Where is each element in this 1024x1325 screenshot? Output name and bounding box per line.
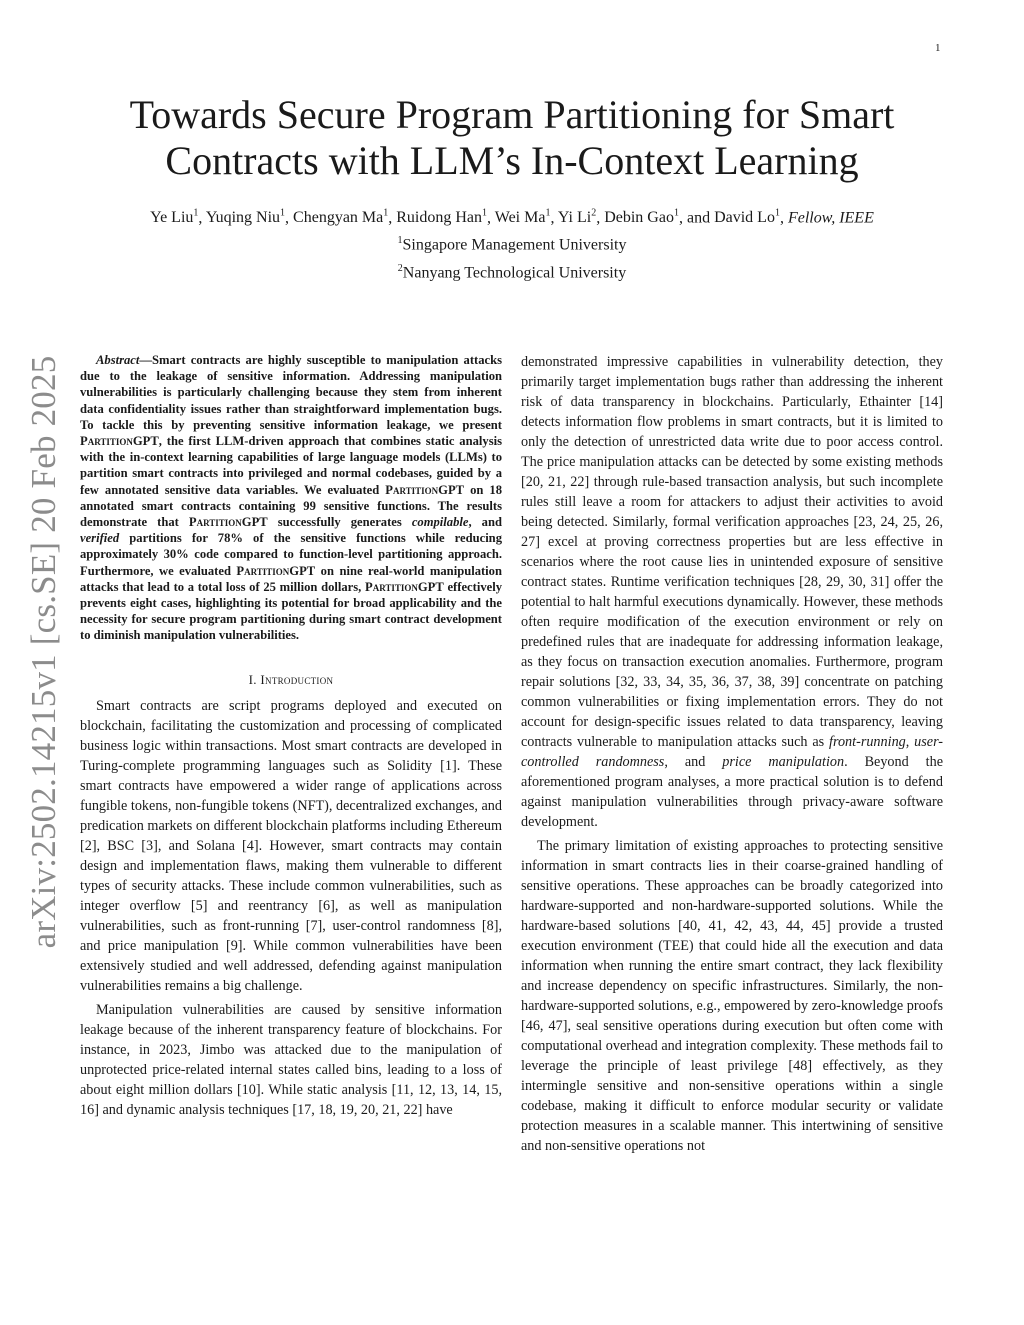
title-block [80, 92, 944, 284]
author: Ye Liu$^1$ [150, 208, 199, 227]
paragraph: Smart contracts are script programs deployed and executed on blockchain, facilitating the customization and processing of complicated business logic within transactions. Most smart contracts are developed in Turing-complete programming languages such as Solidity [1]. These smart contracts have empowered a wider range of applications across fungible tokens, non-fungible tokens (NFT), decentralized exchanges, and predication markets on different blockchain platforms including Ethereum [2], BSC [3], and Solana [4]. However, smart contracts may contain design and implementation flaws, making them vulnerable to different types of security attacks. These include common vulnerabilities, such as integer overflow [5] and reentrancy [6], as well as manipulation vulnerabilities, such as front-running [7], user-control randomness [8], and price manipulation [9]. While common vulnerabilities have been extensively studied and well addressed, defending against manipulation vulnerabilities remains a big challenge. [80, 697, 502, 994]
arxiv-identifier-stamp: arXiv:2502.14215v1 [cs.SE] 20 Feb 2025 [24, 355, 63, 949]
left-column [80, 352, 502, 1120]
author: Debin Gao$^1$ [604, 208, 679, 227]
author: David Lo$^1$ [714, 208, 780, 227]
author: Yuqing Niu$^1$ [205, 208, 286, 227]
right-column [521, 352, 943, 1156]
author-list: Ye Liu$^1$, Yuqing Niu$^1$, Chengyan Ma$^1$, Ruidong Han$^1$, Wei Ma$^1$, Yi Li$^2$, Debin Gao$^1$, and David Lo$^1$, Fellow, IEEE [150, 208, 874, 227]
affiliation: $^1$Singapore Management University [397, 235, 627, 254]
author: Wei Ma$^1$ [494, 208, 551, 227]
page-number: 1 [935, 42, 941, 54]
author: Chengyan Ma$^1$ [293, 208, 389, 227]
paragraph: Manipulation vulnerabilities are caused by sensitive information leakage because of the inherent transparency feature of blockchains. For instance, in 2023, Jimbo was attacked due to the manipulation of unprotected price-related internal states called bins, leading to a loss of about eight million dollars [10]. While static analysis [11, 12, 13, 14, 15, 16] and dynamic analysis techniques [17, 18, 19, 20, 21, 22] have [80, 1001, 502, 1118]
author: Yi Li$^2$ [557, 208, 597, 227]
fellow-note: Fellow, IEEE [787, 209, 874, 227]
author: Ruidong Han$^1$ [396, 208, 488, 227]
section-heading: I. Introduction [248, 671, 334, 687]
paragraph: demonstrated impressive capabilities in vulnerability detection, they primarily target implementation bugs rather than addressing the inherent risk of data transparency in blockchains. Particularly, Ethainter [14] detects information flow problems in smart contracts, but it is limited to only the detection of unrestricted data write due to poor access control. The price manipulation attacks can be detected by some existing methods [20, 21, 22] through rule-based transaction analysis, but such incomplete rules still leave a room for attackers to adjust their activities to avoid being detected. Similarly, formal verification approaches [23, 24, 25, 26, 27] excel at proving correctness properties but are less effective in scenarios where the root cause lies in unintended exposure of sensitive contract states. Runtime verification techniques [28, 29, 30, 31] offer the potential to halt harmful executions dynamically. However, these methods often require modification of the execution environment or rely on predefined rules that are inadequate for addressing information leakage, as they focus on transaction execution anomalies. Furthermore, program repair solutions [32, 33, 34, 35, 36, 37, 38, 39] concentrate on patching common vulnerabilities or fixing implementation errors. They do not account for design-specific issues related to data transparency, leaving contracts vulnerable to manipulation attacks such as front-running, user-controlled randomness, and price manipulation. Beyond the aforementioned program analyses, a more practical solution is to defend against manipulation vulnerabilities through privacy-aware software development. [521, 354, 944, 830]
affiliation: $^2$Nanyang Technological University [397, 262, 627, 281]
paper-title: Towards Secure Program Partitioning for Smart Contracts with LLM’s In-Context Learning [129, 92, 895, 183]
paragraph: The primary limitation of existing approaches to protecting sensitive information in smart contracts lies in their coarse-grained handling of sensitive operations. These approaches can be broadly categorized into hardware-supported and non-hardware-supported solutions. While the hardware-based solutions [40, 41, 42, 43, 44, 45] provide a trusted execution environment (TEE) that could hide all the execution and data information when running the entire smart contract, they lack flexibility and increase dependency on specific infrastructures. Similarly, the non-hardware-supported solutions, e.g., empowered by zero-knowledge proofs [46, 47], seal sensitive operations during execution but often come with computational overhead and integration complexity. These methods fail to leverage the principle of least privilege [48] effectively, as they intermingle sensitive and non-sensitive operations within a single codebase, making it difficult to enforce modular security or validate protection measures in a scalable manner. This intertwining of sensitive and non-sensitive operations not [521, 838, 943, 1154]
abstract: Abstract—Smart contracts are highly susceptible to manipulation attacks due to the leakage of sensitive information. Addressing manipulation vulnerabilities is particularly challenging because they stem from inherent data confidentiality issues rather than straightforward implementation bugs. To tackle this by preventing sensitive information leakage, we present PartitionGPT, the first LLM-driven approach that combines static analysis with the in-context learning capabilities of large language models (LLMs) to partition smart contracts into privileged and normal codebases, guided by a few annotated sensitive data variables. We evaluated PartitionGPT on 18 annotated smart contracts containing 99 sensitive functions. The results demonstrate that PartitionGPT successfully generates compilable, and verified partitions for 78% of the sensitive functions while reducing approximately 30% code compared to function-level partitioning approach. Furthermore, we evaluated PartitionGPT on nine real-world manipulation attacks that lead to a total loss of 25 million dollars, PartitionGPT effectively prevents eight cases, highlighting its potential for broad applicability and the necessity for secure program partitioning during smart contract development to diminish manipulation vulnerabilities. [80, 353, 503, 643]
